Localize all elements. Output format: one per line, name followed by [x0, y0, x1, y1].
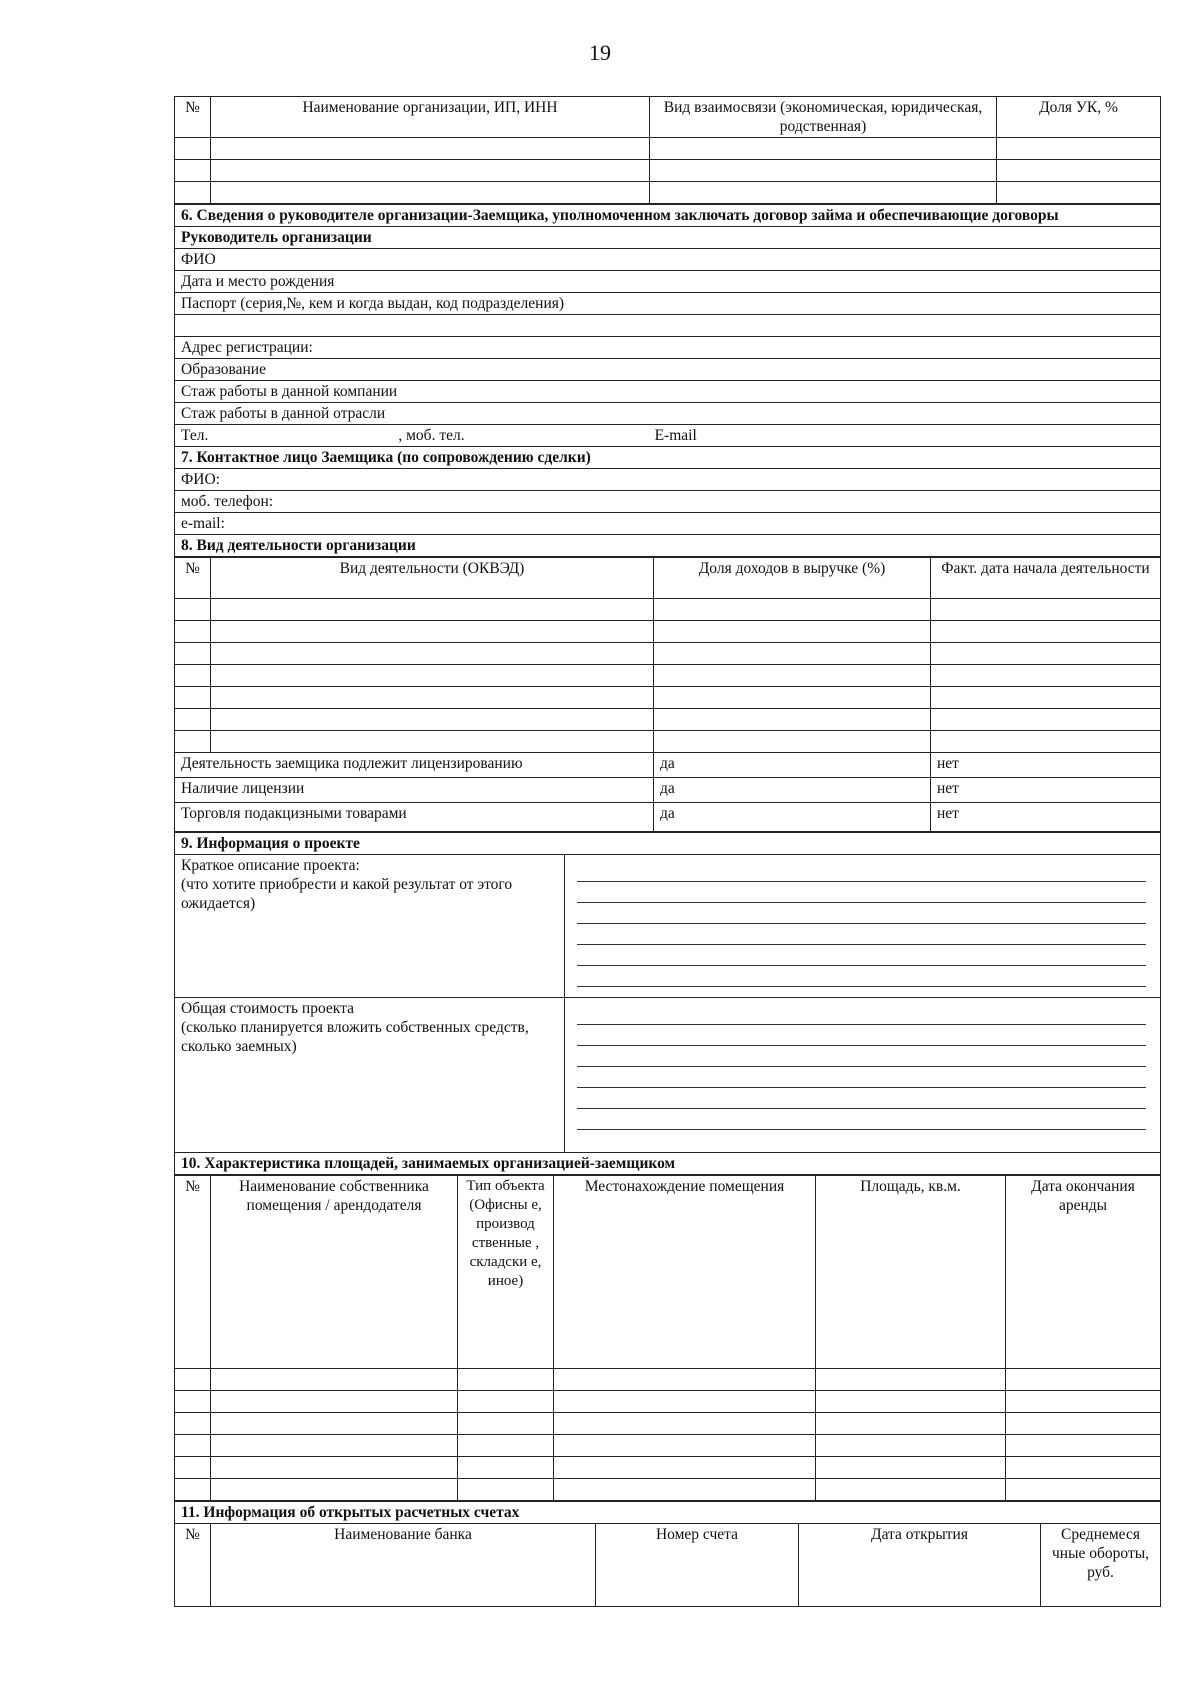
table-row[interactable] [175, 643, 1161, 665]
shareholders-table [174, 96, 1161, 204]
table-row[interactable] [175, 138, 1161, 160]
col-lease-end-header: Дата окончания аренды [1006, 1176, 1161, 1369]
application-form [174, 96, 1160, 1607]
project-description-label: Краткое описание проекта: (что хотите приобрести и какой результат от этого ожидается) [175, 855, 565, 998]
table-row[interactable] [175, 687, 1161, 709]
head-fio-field[interactable]: ФИО [175, 249, 1161, 271]
yes-option[interactable]: да [654, 778, 931, 803]
license-required-row[interactable] [175, 753, 1161, 778]
col-area-header: Площадь, кв.м. [816, 1176, 1006, 1369]
table-row[interactable] [175, 1457, 1161, 1479]
section-6-title: 6. Сведения о руководителе организации-Заемщика, уполномоченном заключать договор займа и обеспечивающие договоры [175, 205, 1161, 227]
section-6-7-table [174, 204, 1161, 557]
company-experience-field[interactable]: Стаж работы в данной компании [175, 381, 1161, 403]
table-row[interactable] [175, 621, 1161, 643]
no-option[interactable]: нет [931, 753, 1161, 778]
section-10-title: 10. Характеристика площадей, занимаемых организацией-заемщиком [175, 1153, 1161, 1175]
head-title: Руководитель организации [175, 227, 1161, 249]
section-8-title: 8. Вид деятельности организации [175, 535, 1161, 557]
col-okved-header: Вид деятельности (ОКВЭД) [211, 558, 654, 599]
col-account-number-header: Номер счета [596, 1524, 799, 1607]
project-description-field[interactable] [565, 855, 1161, 998]
col-bank-name-header: Наименование банка [211, 1524, 596, 1607]
industry-experience-field[interactable]: Стаж работы в данной отрасли [175, 403, 1161, 425]
table-row[interactable] [175, 709, 1161, 731]
no-option[interactable]: нет [931, 778, 1161, 803]
bank-accounts-table [174, 1501, 1161, 1607]
no-option[interactable]: нет [931, 803, 1161, 832]
passport-continued-field[interactable] [175, 315, 1161, 337]
col-org-name-header: Наименование организации, ИП, ИНН [211, 97, 650, 138]
table-row[interactable] [175, 731, 1161, 753]
activity-table [174, 557, 1161, 832]
license-present-label: Наличие лицензии [175, 778, 654, 803]
license-present-row[interactable] [175, 778, 1161, 803]
license-required-label: Деятельность заемщика подлежит лицензированию [175, 753, 654, 778]
project-cost-label: Общая стоимость проекта (сколько планируется вложить собственных средств, сколько заемных) [175, 998, 565, 1153]
table-row[interactable] [175, 182, 1161, 204]
table-row[interactable] [175, 665, 1161, 687]
table-row[interactable] [175, 1369, 1161, 1391]
table-row[interactable] [175, 160, 1161, 182]
table-row[interactable] [175, 1479, 1161, 1501]
phone-label: Тел. [181, 427, 209, 444]
col-number-header: № [175, 1524, 211, 1607]
col-start-date-header: Факт. дата начала деятельности [931, 558, 1161, 599]
project-cost-field[interactable] [565, 998, 1161, 1153]
contact-fio-field[interactable]: ФИО: [175, 469, 1161, 491]
project-info-table [174, 832, 1161, 1175]
table-row[interactable] [175, 599, 1161, 621]
col-number-header: № [175, 1176, 211, 1369]
excise-goods-label: Торговля подакцизными товарами [175, 803, 654, 832]
email-label: E-mail [654, 427, 697, 444]
table-row[interactable] [175, 1391, 1161, 1413]
excise-goods-row[interactable] [175, 803, 1161, 832]
col-open-date-header: Дата открытия [799, 1524, 1041, 1607]
contacts-row[interactable] [175, 425, 1161, 447]
section-7-title: 7. Контактное лицо Заемщика (по сопровождению сделки) [175, 447, 1161, 469]
contact-mobile-field[interactable]: моб. телефон: [175, 491, 1161, 513]
section-9-title: 9. Информация о проекте [175, 833, 1161, 855]
col-owner-header: Наименование собственника помещения / арендодателя [211, 1176, 458, 1369]
table-row[interactable] [175, 1413, 1161, 1435]
col-location-header: Местонахождение помещения [554, 1176, 816, 1369]
premises-table [174, 1175, 1161, 1501]
col-income-share-header: Доля доходов в выручке (%) [654, 558, 931, 599]
yes-option[interactable]: да [654, 753, 931, 778]
passport-field[interactable]: Паспорт (серия,№, кем и когда выдан, код подразделения) [175, 293, 1161, 315]
mobile-label: , моб. тел. [398, 427, 465, 444]
page-number: 19 [589, 40, 611, 65]
table-row[interactable] [175, 1435, 1161, 1457]
education-field[interactable]: Образование [175, 359, 1161, 381]
col-number-header: № [175, 97, 211, 138]
birth-field[interactable]: Дата и место рождения [175, 271, 1161, 293]
col-relation-header: Вид взаимосвязи (экономическая, юридическая, родственная) [650, 97, 997, 138]
col-share-header: Доля УК, % [997, 97, 1161, 138]
col-number-header: № [175, 558, 211, 599]
contact-email-field[interactable]: e-mail: [175, 513, 1161, 535]
col-turnover-header: Среднемеся чные обороты, руб. [1041, 1524, 1161, 1607]
address-field[interactable]: Адрес регистрации: [175, 337, 1161, 359]
section-11-title: 11. Информация об открытых расчетных счетах [175, 1502, 1161, 1524]
col-object-type-header: Тип объекта (Офисны е, производ ственные , складски е, иное) [458, 1176, 554, 1369]
yes-option[interactable]: да [654, 803, 931, 832]
